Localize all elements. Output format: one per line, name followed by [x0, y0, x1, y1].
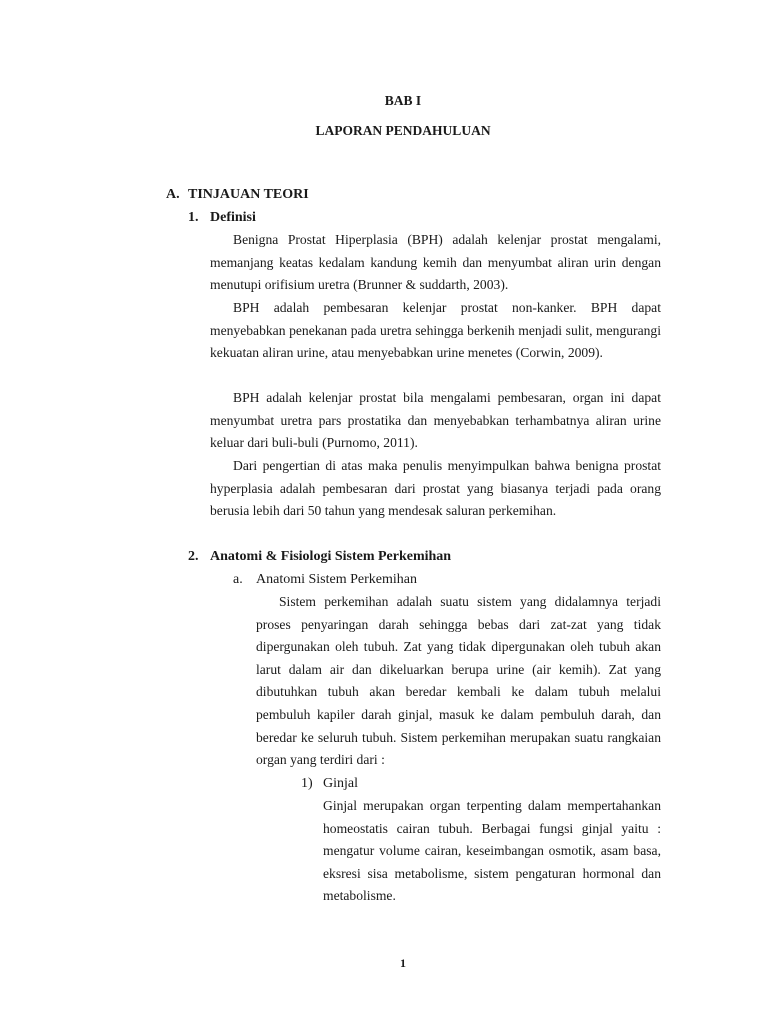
subsection-1-title: Definisi [210, 210, 256, 225]
definition-paragraph-1: Benigna Prostat Hiperplasia (BPH) adalah kelenjar prostat mengalami, memanjang keatas kedalam kandung kemih dan menyumbat aliran urin dengan menutupi orifisium uretra (Brunner & suddarth, 2003). [210, 232, 661, 293]
report-title: LAPORAN PENDAHULUAN [315, 123, 491, 138]
section-a-marker: A. [166, 187, 180, 202]
item-1-title: Ginjal [323, 776, 358, 791]
definition-paragraph-2: BPH adalah pembesaran kelenjar prostat non-kanker. BPH dapat menyebabkan penekanan pada uretra sehingga berkenih menjadi sulit, mengurangi kekuatan aliran urine, atau menyebabkan urine menetes (Corwin, 2009). [210, 300, 661, 361]
subsection-2-title: Anatomi & Fisiologi Sistem Perkemihan [210, 549, 452, 564]
page-number: 1 [400, 956, 406, 970]
subsection-2-marker: 2. [188, 549, 199, 564]
subsection-1-marker: 1. [188, 210, 199, 225]
item-1-marker: 1) [301, 776, 313, 791]
anatomy-paragraph: Sistem perkemihan adalah suatu sistem yang didalamnya terjadi proses penyaringan darah sehingga bebas dari zat-zat yang tidak dipergunakan oleh tubuh. Zat yang tidak dipergunakan oleh tubuh akan larut dalam air dan dikeluarkan berupa urine (air kemih). Zat yang dibutuhkan tubuh akan beredar kembali ke dalam tubuh melalui pembuluh kapiler darah ginjal, masuk ke dalam pembuluh darah, dan beredar ke seluruh tubuh. Sistem perkemihan merupakan suatu rangkaian organ yang terdiri dari : [256, 594, 661, 768]
chapter-heading: BAB I [384, 93, 422, 108]
definition-paragraph-3: BPH adalah kelenjar prostat bila mengalami pembesaran, organ ini dapat menyumbat uretra pars prostatika dan menyebabkan terhambatnya aliran urine keluar dari buli-buli (Purnomo, 2011). [210, 390, 661, 451]
kidney-paragraph: Ginjal merupakan organ terpenting dalam mempertahankan homeostatis cairan tubuh. Berbagai fungsi ginjal yaitu : mengatur volume cairan, keseimbangan osmotik, asam basa, eksresi sisa metabolisme, sistem pengaturan hormonal dan metabolisme. [323, 798, 661, 904]
definition-paragraph-4: Dari pengertian di atas maka penulis menyimpulkan bahwa benigna prostat hyperplasia adalah pembesaran dari prostat yang biasanya terjadi pada orang berusia lebih dari 50 tahun yang mendesak saluran perkemihan. [210, 458, 661, 519]
section-a-title: TINJAUAN TEORI [188, 187, 309, 202]
item-a-marker: a. [233, 572, 243, 587]
item-a-title: Anatomi Sistem Perkemihan [256, 572, 417, 587]
